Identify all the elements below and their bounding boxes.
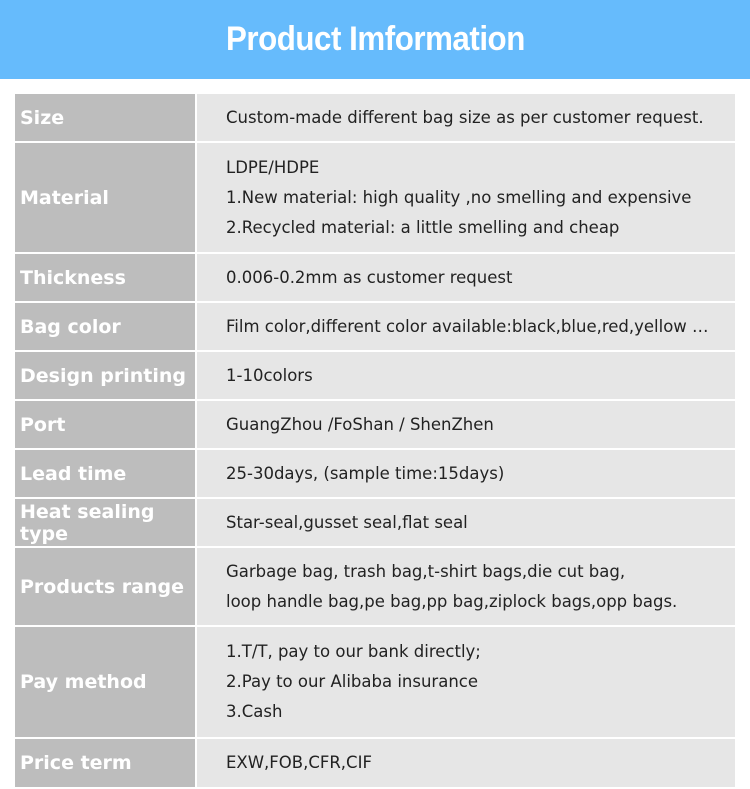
row-label: Thickness — [15, 254, 195, 301]
table-row — [15, 143, 735, 252]
value-line: Film color,different color available:black,blue,red,yellow … — [226, 316, 709, 336]
row-value — [197, 94, 735, 141]
row-value — [197, 499, 735, 546]
product-info-table — [15, 94, 735, 789]
value-line: 1.T/T, pay to our bank directly; — [226, 642, 481, 661]
page-header — [0, 0, 750, 79]
table-row — [15, 450, 735, 497]
value-line: 25-30days, (sample time:15days) — [226, 463, 505, 483]
table-row — [15, 548, 735, 625]
value-line: 1.New material: high quality ,no smelling and expensive — [226, 187, 692, 207]
table-row — [15, 303, 735, 350]
row-label: Material — [15, 143, 195, 252]
value-line: 2.Pay to our Alibaba insurance — [226, 672, 479, 691]
row-value — [197, 303, 735, 350]
value-line: Star-seal,gusset seal,flat seal — [226, 512, 468, 532]
table-row — [15, 499, 735, 546]
row-label: Heat sealing type — [15, 499, 195, 546]
table-row — [15, 94, 735, 141]
row-value — [197, 143, 735, 252]
value-line: EXW,FOB,CFR,CIF — [226, 753, 372, 772]
page-title: Product Imformation — [225, 20, 525, 58]
row-value — [197, 627, 735, 737]
row-label: Lead time — [15, 450, 195, 497]
row-label: Design printing — [15, 352, 195, 399]
table-row — [15, 627, 735, 737]
row-label: Price term — [15, 739, 195, 787]
row-value — [197, 739, 735, 787]
table-row — [15, 401, 735, 448]
table-row — [15, 254, 735, 301]
row-label: Products range — [15, 548, 195, 625]
row-value — [197, 401, 735, 448]
value-line: 3.Cash — [226, 702, 283, 721]
value-line: Custom-made different bag size as per customer request. — [226, 107, 704, 127]
value-line: 1-10colors — [226, 365, 313, 385]
value-line: 2.Recycled material: a little smelling and cheap — [226, 217, 620, 237]
value-line: loop handle bag,pe bag,pp bag,ziplock bags,opp bags. — [226, 591, 678, 611]
row-value — [197, 548, 735, 625]
table-row — [15, 739, 735, 787]
row-value — [197, 352, 735, 399]
row-label: Bag color — [15, 303, 195, 350]
value-line: 0.006-0.2mm as customer request — [226, 267, 513, 287]
row-label: Port — [15, 401, 195, 448]
row-value — [197, 254, 735, 301]
value-line: Garbage bag, trash bag,t-shirt bags,die cut bag, — [226, 561, 626, 581]
row-value — [197, 450, 735, 497]
value-line: GuangZhou /FoShan / ShenZhen — [226, 414, 494, 434]
row-label: Size — [15, 94, 195, 141]
value-line: LDPE/HDPE — [226, 157, 320, 177]
row-label: Pay method — [15, 627, 195, 737]
table-row — [15, 352, 735, 399]
